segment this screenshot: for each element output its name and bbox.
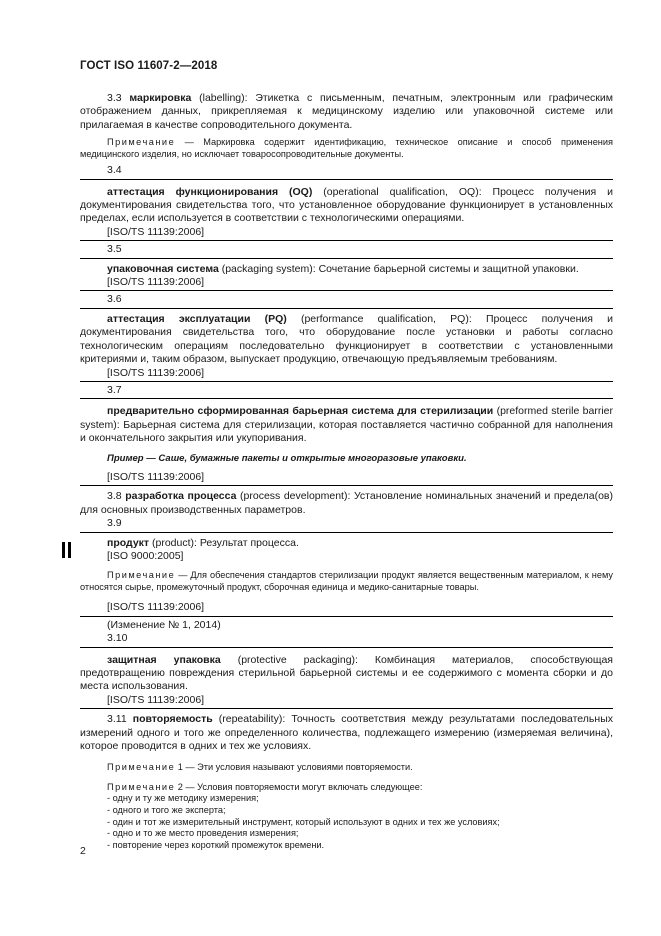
- boxed-entry-3-10: [80, 647, 613, 710]
- boxed-entry-3-9: [80, 532, 613, 617]
- list-item: - повторение через короткий промежуток времени.: [107, 839, 325, 850]
- reference: [ISO/TS 11139:2006]: [107, 366, 205, 379]
- definition: (operational qualification, OQ): Процесс получения и документирования свидетельства того, что установленное оборудование функционирует в установленных пределах, если используется в соответствии с технологическими операциями.: [80, 185, 614, 225]
- note-label: Примечание: [107, 570, 176, 581]
- entry-number-3-5: 3.5: [107, 243, 122, 256]
- page-header: ГОСТ ISO 11607-2—2018: [80, 60, 218, 72]
- note-3-11-1: [80, 761, 613, 773]
- definition: (preformed sterile barrier system): Барьерная система для стерилизации, которая поставляется частично собранной для наполнения и окончательного закрытия или укупоривания.: [80, 405, 614, 445]
- definition: (protective packaging): Комбинация материалов, способствующая предотвращению повреждения стерильной барьерной системы и ее содержимого с момента сборки и до места использования.: [80, 653, 613, 693]
- term: аттестация функционирования (OQ): [107, 185, 313, 198]
- reference: [ISO 9000:2005]: [107, 549, 184, 562]
- entry-number-3-4: 3.4: [107, 164, 122, 177]
- term: аттестация эксплуатации (PQ): [107, 312, 287, 325]
- definition: (process development): Установление номинальных значений и предела(ов) для основных производственных параметров.: [80, 490, 613, 516]
- entry-number: 3.8: [107, 490, 122, 503]
- term: повторяемость: [132, 713, 213, 726]
- entry-number-3-10: 3.10: [107, 632, 128, 645]
- entry-3-8: [80, 490, 613, 517]
- change-note: (Изменение № 1, 2014): [107, 618, 221, 631]
- reference: [ISO/TS 11139:2006]: [107, 225, 205, 238]
- entry-number: 3.11: [107, 713, 127, 726]
- definition: (product): Результат процесса.: [149, 536, 299, 549]
- term: продукт: [107, 536, 150, 549]
- note-3-3: [80, 136, 613, 160]
- term: маркировка: [129, 92, 192, 104]
- reference: [ISO/TS 11139:2006]: [107, 470, 205, 483]
- term: упаковочная система: [107, 262, 219, 275]
- list-item: - один и тот же измерительный инструмент, который используют в одних и тех же условиях;: [107, 816, 500, 827]
- note-3-9: [80, 569, 613, 593]
- note-text: 1 — Эти условия называют условиями повторяемости.: [175, 762, 413, 773]
- term: разработка процесса: [125, 490, 237, 503]
- note-text: 2 — Условия повторяемости могут включать следующее:: [175, 782, 423, 793]
- definition: (labelling): Этикетка с письменным, печатным, электронным или графическим отображением данных, прикрепляемая к медицинскому изделию или упаковочной системе или прилагаемая в качестве сопроводительного документа.: [80, 92, 613, 131]
- term: защитная упаковка: [107, 653, 221, 666]
- note-text: — Для обеспечения стандартов стерилизации продукт является вещественным материалом, к нему относятся сырье, промежуточный продукт, сборочная единица и медико-санитарные товары.: [80, 570, 613, 593]
- boxed-entry-3-4: [80, 179, 613, 242]
- boxed-entry-3-6: [80, 308, 613, 382]
- note-text: — Маркировка содержит идентификацию, техническое описание и способ применения медицинского изделия, но исключает товаросопроводительные документы.: [80, 137, 613, 160]
- conditions-list: [80, 793, 613, 851]
- definition: (performance qualification, PQ): Процесс получения и документирования свидетельства того, что оборудование после установки и работы согласно технологическим операциям последовательно функционирует в соответствии с установленными критериями и, таким образом, выпускает продукцию, отвечающую предъявляемым требованиям.: [80, 312, 613, 366]
- entry-number-3-7: 3.7: [107, 383, 122, 396]
- entry-number: 3.3: [107, 92, 122, 104]
- page-number: 2: [80, 845, 86, 857]
- entry-number-3-6: 3.6: [107, 293, 122, 306]
- reference: [ISO/TS 11139:2006]: [107, 693, 205, 706]
- list-item: - одно и то же место проведения измерения;: [107, 828, 299, 839]
- note-3-11-2: [80, 781, 613, 793]
- list-item: - одну и ту же методику измерения;: [107, 793, 259, 804]
- boxed-entry-3-5: [80, 258, 613, 292]
- boxed-entry-3-7: [80, 398, 613, 486]
- list-item: - одного и того же эксперта;: [107, 805, 226, 816]
- note-label: Примечание: [107, 782, 176, 793]
- entry-3-3: [80, 92, 613, 132]
- term: предварительно сформированная барьерная система для стерилизации: [107, 405, 494, 418]
- note-label: Примечание: [107, 762, 176, 773]
- definition: (packaging system): Сочетание барьерной системы и защитной упаковки.: [218, 262, 579, 275]
- page-content: [80, 92, 613, 851]
- example: Пример — Саше, бумажные пакеты и открытые многоразовые упаковки.: [107, 452, 467, 464]
- change-marker-icon: [62, 542, 71, 558]
- reference: [ISO/TS 11139:2006]: [107, 276, 205, 289]
- note-label: Примечание: [107, 137, 176, 148]
- entry-number-3-9: 3.9: [107, 517, 122, 530]
- entry-3-11: [80, 713, 613, 753]
- definition: (repeatability): Точность соответствия между результатами последовательных измерений одного и того же определенного количества, подлежащего измерению (измеряемая величина), которое проводится в одних и тех же условиях.: [80, 713, 613, 753]
- reference: [ISO/TS 11139:2006]: [107, 601, 205, 614]
